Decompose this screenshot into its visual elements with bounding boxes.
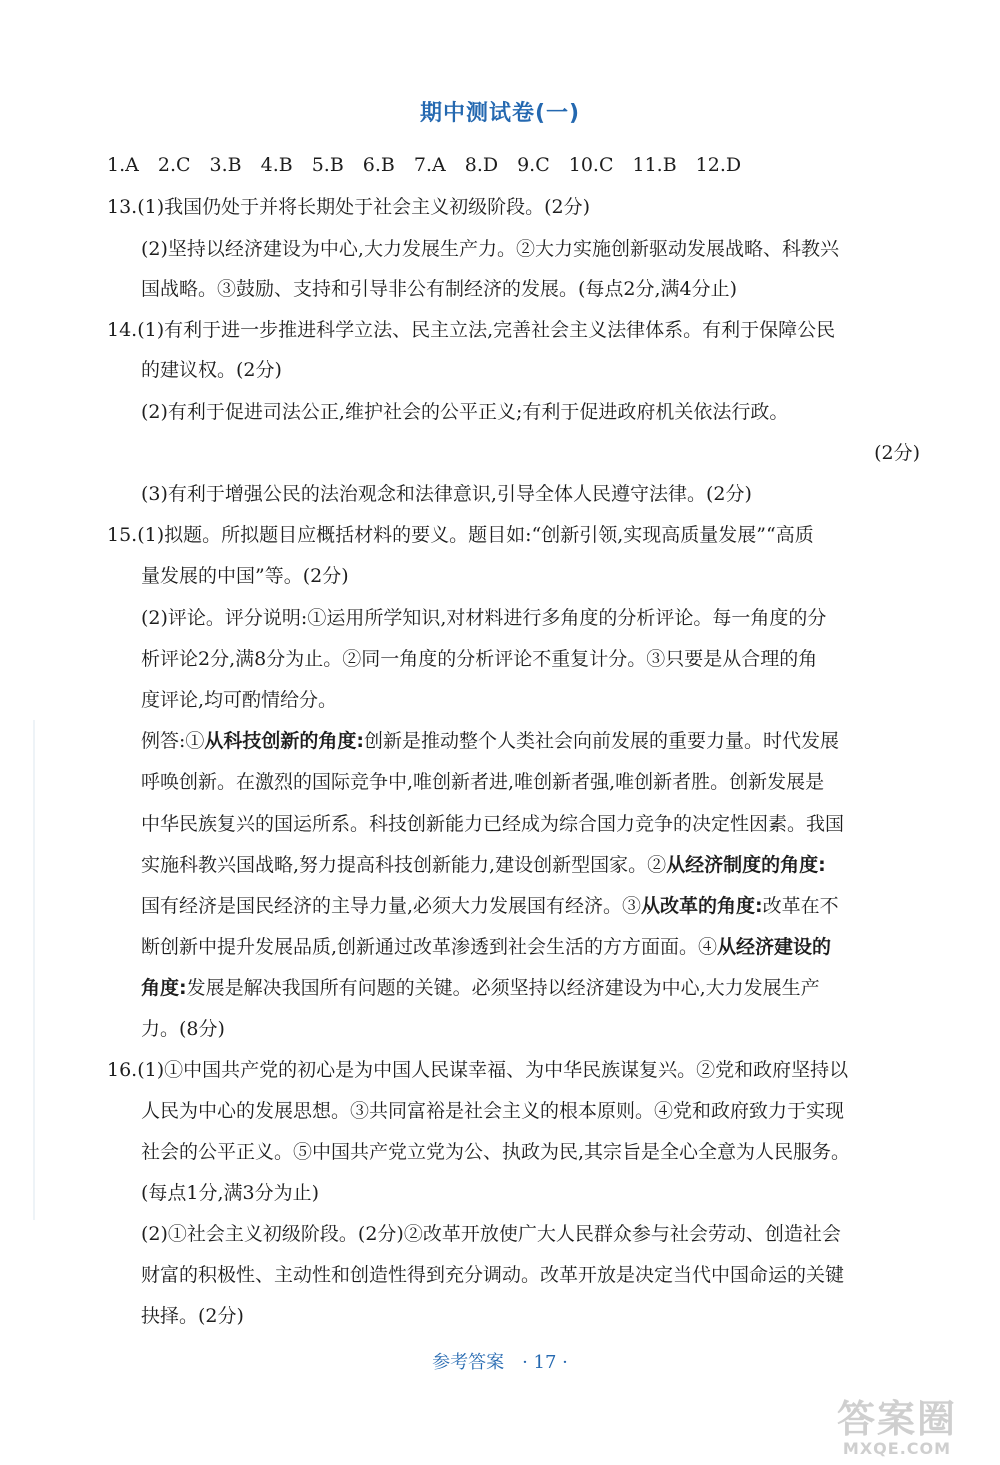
q13-line-3: 国战略。③鼓励、支持和引导非公有制经济的发展。(每点2分,满4分止) [141, 278, 738, 300]
q15-line-7: 呼唤创新。在激烈的国际竞争中,唯创新者进,唯创新者强,唯创新者胜。创新发展是 [141, 771, 825, 793]
q15-line-10-text: 国有经济是国民经济的主导力量,必须大力发展国有经济。③ [141, 895, 642, 917]
watermark-url: MXQE.COM [842, 1439, 952, 1458]
q15-line-9 [141, 853, 826, 877]
page-footer: 参考答案 · 17 · [432, 1352, 568, 1373]
q15-line-1: 15.(1)拟题。所拟题目应概括材料的要义。题目如:“创新引领,实现高质量发展”“高质 [107, 524, 814, 546]
q16-line-1: 16.(1)①中国共产党的初心是为中国人民谋幸福、为中华民族谋复兴。②党和政府坚持以 [107, 1059, 849, 1081]
q15-example-prefix: 例答:① [141, 730, 205, 752]
q16-line-5: (2)①社会主义初级阶段。(2分)②改革开放使广大人民群众参与社会劳动、创造社会 [141, 1223, 841, 1245]
q15-line-6-text: 创新是推动整个人类社会向前发展的重要力量。时代发展 [364, 730, 840, 752]
q15-line-6 [141, 729, 839, 753]
q15-line-10-tail: 改革在不 [762, 895, 839, 917]
q13-line-2: (2)坚持以经济建设为中心,大力发展生产力。②大力实施创新驱动发展战略、科教兴 [141, 238, 839, 260]
q15-angle-reform: 从改革的角度: [641, 895, 763, 917]
q16-line-6: 财富的积极性、主动性和创造性得到充分调动。改革开放是决定当代中国命运的关键 [141, 1264, 845, 1286]
q14-line-1: 14.(1)有利于进一步推进科学立法、民主立法,完善社会主义法律体系。有利于保障公民 [107, 319, 836, 341]
choice-answers: 1.A 2.C 3.B 4.B 5.B 6.B 7.A 8.D 9.C 10.C 11.B 12.D [107, 154, 742, 176]
q15-line-11 [141, 935, 831, 959]
q15-line-9-text: 实施科教兴国战略,努力提高科技创新能力,建设创新型国家。② [141, 854, 667, 876]
q14-line-3: (2)有利于促进司法公正,维护社会的公平正义;有利于促进政府机关依法行政。 [141, 401, 789, 423]
q16-line-3: 社会的公平正义。⑤中国共产党立党为公、执政为民,其宗旨是全心全意为人民服务。 [141, 1141, 851, 1163]
watermark-text: 答案圈 [836, 1397, 957, 1441]
q15-angle-econ-build-2: 角度: [141, 977, 187, 999]
q16-line-4: (每点1分,满3分为止) [141, 1182, 320, 1204]
q15-line-12-text: 发展是解决我国所有问题的关键。必须坚持以经济建设为中心,大力发展生产 [186, 977, 820, 999]
q14-line-4: (2分) [874, 442, 920, 464]
q15-line-3: (2)评论。评分说明:①运用所学知识,对材料进行多角度的分析评论。每一角度的分 [141, 607, 827, 629]
q15-angle-tech: 从科技创新的角度: [204, 730, 365, 752]
scan-edge [33, 720, 35, 1220]
q16-line-2: 人民为中心的发展思想。③共同富裕是社会主义的根本原则。④党和政府致力于实现 [141, 1100, 845, 1122]
q15-line-13: 力。(8分) [141, 1018, 225, 1040]
q15-line-5: 度评论,均可酌情给分。 [141, 689, 338, 711]
q15-line-11-text: 断创新中提升发展品质,创新通过改革渗透到社会生活的方方面面。④ [141, 936, 718, 958]
q14-line-5: (3)有利于增强公民的法治观念和法律意识,引导全体人民遵守法律。(2分) [141, 483, 752, 505]
q15-angle-econ-system: 从经济制度的角度: [666, 854, 826, 876]
q13-line-1: 13.(1)我国仍处于并将长期处于社会主义初级阶段。(2分) [107, 196, 591, 218]
q15-line-10 [141, 894, 839, 918]
watermark-logo [822, 1388, 972, 1458]
q15-line-12 [141, 976, 820, 1000]
q15-line-8: 中华民族复兴的国运所系。科技创新能力已经成为综合国力竞争的决定性因素。我国 [141, 813, 845, 835]
q14-line-2: 的建议权。(2分) [141, 359, 282, 381]
q15-line-4: 析评论2分,满8分为止。②同一角度的分析评论不重复计分。③只要是从合理的角 [141, 648, 818, 670]
page-title: 期中测试卷(一) [419, 101, 581, 126]
q15-line-2: 量发展的中国”等。(2分) [141, 565, 349, 587]
q15-angle-econ-build: 从经济建设的 [717, 936, 832, 958]
q16-line-7: 抉择。(2分) [141, 1305, 244, 1327]
